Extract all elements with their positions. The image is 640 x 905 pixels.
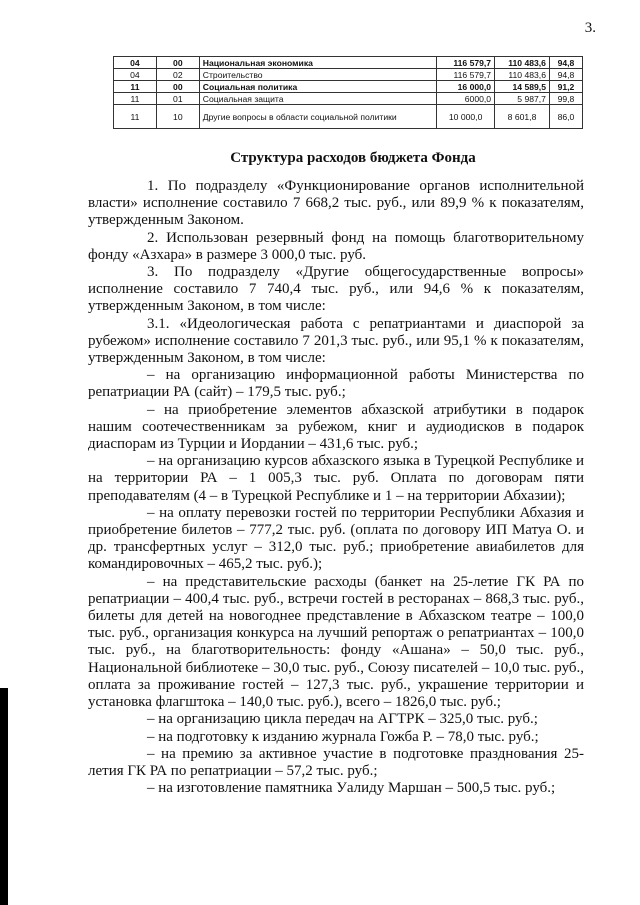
- section-code: 11: [114, 81, 157, 93]
- table-row: [114, 93, 583, 105]
- row-name: Другие вопросы в области социальной политики: [199, 105, 436, 129]
- paragraph: – на изготовление памятника Уалиду Маршан – 500,5 тыс. руб.;: [147, 780, 556, 797]
- subsection-code: 01: [156, 93, 199, 105]
- subsection-code: 10: [156, 105, 199, 129]
- paragraph: – на премию за активное участие в подготовке празднования 25-летия ГК РА по репатриации – 57,2 тыс. руб.;: [88, 745, 584, 779]
- paragraph: – на организацию курсов абхазского языка в Турецкой Республике и на территории РА – 1 005,3 тыс. руб. Оплата по договорам пяти преподавателям (4 – в Турецкой Республике и 1 – на территории Абхазии);: [88, 453, 584, 504]
- plan-value: 16 000,0: [437, 81, 495, 93]
- actual-value: 110 483,6: [495, 69, 550, 81]
- table-row: [114, 81, 583, 93]
- paragraph: – на подготовку к изданию журнала Гожба Р. – 78,0 тыс. руб.;: [147, 728, 539, 745]
- section-heading: Структура расходов бюджета Фонда: [230, 150, 476, 166]
- actual-value: 5 987,7: [495, 93, 550, 105]
- subsection-code: 00: [156, 81, 199, 93]
- table-row: [114, 105, 583, 129]
- plan-value: 116 579,7: [437, 57, 495, 69]
- scan-edge-bar: [0, 688, 8, 905]
- actual-value: 8 601,8: [495, 105, 550, 129]
- row-name: Социальная защита: [199, 93, 436, 105]
- paragraph: – на оплату перевозки гостей по территории Республики Абхазия и приобретение билетов – 777,2 тыс. руб. (оплата по договору ИП Матуа О. и др. трансфертных услуг – 312,0 тыс. руб.; приобретение авиабилетов для командировочных – 465,2 тыс. руб.);: [88, 504, 584, 573]
- budget-table: [113, 56, 583, 129]
- row-name: Строительство: [199, 69, 436, 81]
- paragraph: 3.1. «Идеологическая работа с репатриантами и диаспорой за рубежом» исполнение составило 7 201,3 тыс. руб., или 95,1 % к показателям, утвержденным Законом, в том числе:: [88, 315, 584, 367]
- paragraph: 3. По подразделу «Другие общегосударственные вопросы» исполнение составило 7 740,4 тыс. руб., или 94,6 % к показателям, утвержденным Законом, в том числе:: [88, 264, 584, 315]
- percent-value: 94,8: [549, 57, 582, 69]
- paragraph: – на приобретение элементов абхазской атрибутики в подарок нашим соотечественникам за рубежом, книг и аудиодисков в подарок диаспорам из Турции и Иордании – 431,6 тыс. руб.;: [88, 401, 584, 453]
- section-code: 04: [114, 69, 157, 81]
- percent-value: 91,2: [549, 81, 582, 93]
- row-name: Национальная экономика: [199, 57, 436, 69]
- document-body: [88, 178, 584, 797]
- subsection-code: 02: [156, 69, 199, 81]
- plan-value: 116 579,7: [437, 69, 495, 81]
- plan-value: 10 000,0: [437, 105, 495, 129]
- percent-value: 99,8: [549, 93, 582, 105]
- table-row: [114, 69, 583, 81]
- table-row: [114, 57, 583, 69]
- paragraph: – на организацию цикла передач на АГТРК – 325,0 тыс. руб.;: [147, 711, 538, 728]
- percent-value: 94,8: [549, 69, 582, 81]
- plan-value: 6000,0: [437, 93, 495, 105]
- section-code: 04: [114, 57, 157, 69]
- paragraph: 2. Использован резервный фонд на помощь благотворительному фонду «Азхара» в размере 3 000,0 тыс. руб.: [88, 229, 584, 263]
- actual-value: 14 589,5: [495, 81, 550, 93]
- actual-value: 110 483,6: [495, 57, 550, 69]
- page-number: 3.: [584, 20, 596, 36]
- section-code: 11: [114, 105, 157, 129]
- percent-value: 86,0: [549, 105, 582, 129]
- paragraph: 1. По подразделу «Функционирование органов исполнительной власти» исполнение составило 7 668,2 тыс. руб., или 89,9 % к показателям, утвержденным Законом.: [88, 178, 584, 229]
- paragraph: – на организацию информационной работы Министерства по репатриации РА (сайт) – 179,5 тыс. руб.;: [88, 367, 584, 401]
- subsection-code: 00: [156, 57, 199, 69]
- row-name: Социальная политика: [199, 81, 436, 93]
- section-code: 11: [114, 93, 157, 105]
- paragraph: – на представительские расходы (банкет на 25-летие ГК РА по репатриации – 400,4 тыс. руб., встречи гостей в ресторанах – 868,3 тыс. руб., билеты для детей на новогоднее представление в Абхазском театре – 100,0 тыс. руб., организация конкурса на лучший репортаж о репатриантах – 100,0 тыс. руб., на благотворительность: фонду «Ашана» – 50,0 тыс. руб., Национальной библиотеке – 30,0 тыс. руб., Союзу писателей – 10,0 тыс. руб., оплата за проживание гостей – 127,3 тыс. руб., украшение территории и установка флагштока – 140,0 тыс. руб.), всего – 1826,0 тыс. руб.;: [88, 573, 584, 711]
